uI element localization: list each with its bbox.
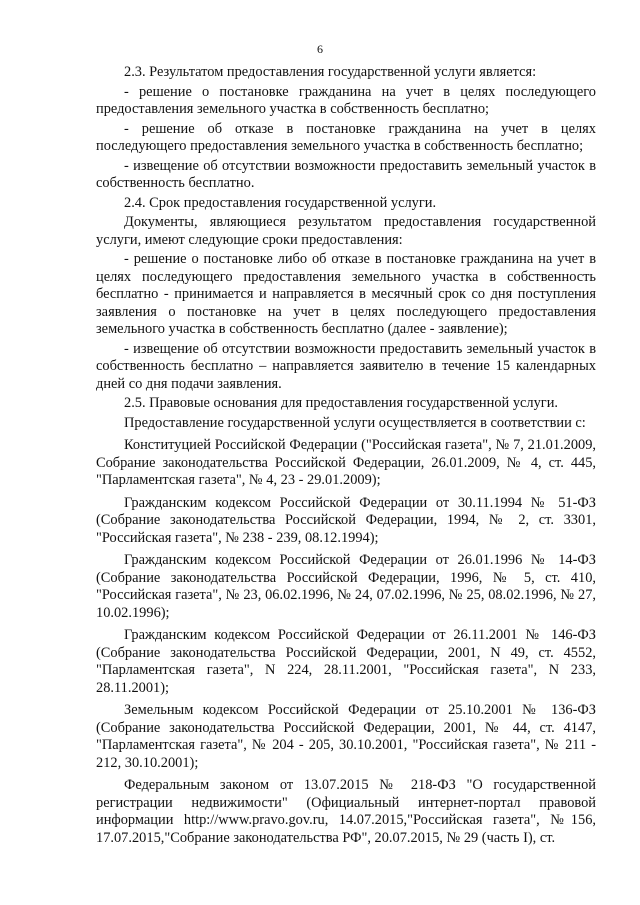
result-item-notice: - извещение об отсутствии возможности предоставить земельный участок в собственность бесплатно. bbox=[96, 157, 596, 191]
page-number: 6 bbox=[317, 42, 323, 56]
section-heading-2-4: 2.4. Срок предоставления государственной услуги. bbox=[124, 194, 437, 211]
legal-ref-land-code: Земельным кодексом Российской Федерации от 25.10.2001 № 136-ФЗ (Собрание законодательства Российской Федерации, 2001, № 44, ст. 4147, "Парламентская газета", № 204 - 205, 30.10.2001, "Российская газета", № 211 - 212, 30.10.2001); bbox=[96, 702, 596, 771]
result-item-refusal-decision: - решение об отказе в постановке гражданина на учет в целях последующего предоставления земельного участка в собственность бесплатно; bbox=[96, 120, 596, 154]
section-heading-2-5: 2.5. Правовые основания для предоставления государственной услуги. bbox=[124, 395, 558, 411]
result-item-registration-decision: - решение о постановке гражданина на учет в целях последующего предоставления земельного участка в собственность бесплатно; bbox=[96, 83, 596, 117]
legal-ref-federal-law-218: Федеральным законом от 13.07.2015 № 218-ФЗ "О государственной регистрации недвижимости" (Официальный интернет-портал правовой информации http://www.pravo.gov.ru, 14.07.2015,"Российская газета", №156, 17.07.2015,"Собрание законодательства РФ", 20.07.2015, № 29 (часть I), ст. bbox=[96, 777, 596, 846]
deadlines-intro: Документы, являющиеся результатом предоставления государственной услуги, имеют следующие сроки предоставления: bbox=[96, 214, 596, 248]
section-heading-2-3: 2.3. Результатом предоставления государственной услуги является: bbox=[124, 64, 537, 80]
deadline-item-decision: - решение о постановке либо об отказе в постановке гражданина на учет в целях последующего предоставления земельного участка в собственность бесплатно - принимается и направляется в месячный срок со дня поступления заявления о постановке на учет в целях последующего предоставления земельного участка в собственность бесплатно (далее - заявление); bbox=[96, 251, 596, 337]
deadline-item-notice: - извещение об отсутствии возможности предоставить земельный участок в собственность бесплатно – направляется заявителю в течение 15 календарных дней со дня подачи заявления. bbox=[96, 340, 596, 392]
legal-ref-civil-code-2001: Гражданским кодексом Российской Федерации от 26.11.2001 № 146-ФЗ (Собрание законодательства Российской Федерации, 2001, N 49, ст. 4552, "Парламентская газета", N 224, 28.11.2001, "Российская газета", N 233, 28.11.2001); bbox=[96, 627, 596, 696]
document-body bbox=[96, 64, 596, 849]
legal-ref-civil-code-1994: Гражданским кодексом Российской Федерации от 30.11.1994 № 51-ФЗ (Собрание законодательства Российской Федерации, 1994, № 2, ст. 3301, "Российская газета", № 238 - 239, 08.12.1994); bbox=[96, 494, 596, 546]
legal-ref-constitution: Конституцией Российской Федерации ("Российская газета", № 7, 21.01.2009, Собрание законодательства Российской Федерации, 26.01.2009, № 4, ст. 445, "Парламентская газета", № 4, 23 - 29.01.2009); bbox=[96, 437, 596, 488]
legal-ref-civil-code-1996: Гражданским кодексом Российской Федерации от 26.01.1996 № 14-ФЗ (Собрание законодательства Российской Федерации, 1996, № 5, ст. 410, "Российская газета", № 23, 06.02.1996, № 24, 07.02.1996, № 25, 08.02.1996, № 27, 10.02.1996); bbox=[96, 552, 596, 621]
legal-basis-intro: Предоставление государственной услуги осуществляется в соответствии с: bbox=[124, 414, 586, 431]
